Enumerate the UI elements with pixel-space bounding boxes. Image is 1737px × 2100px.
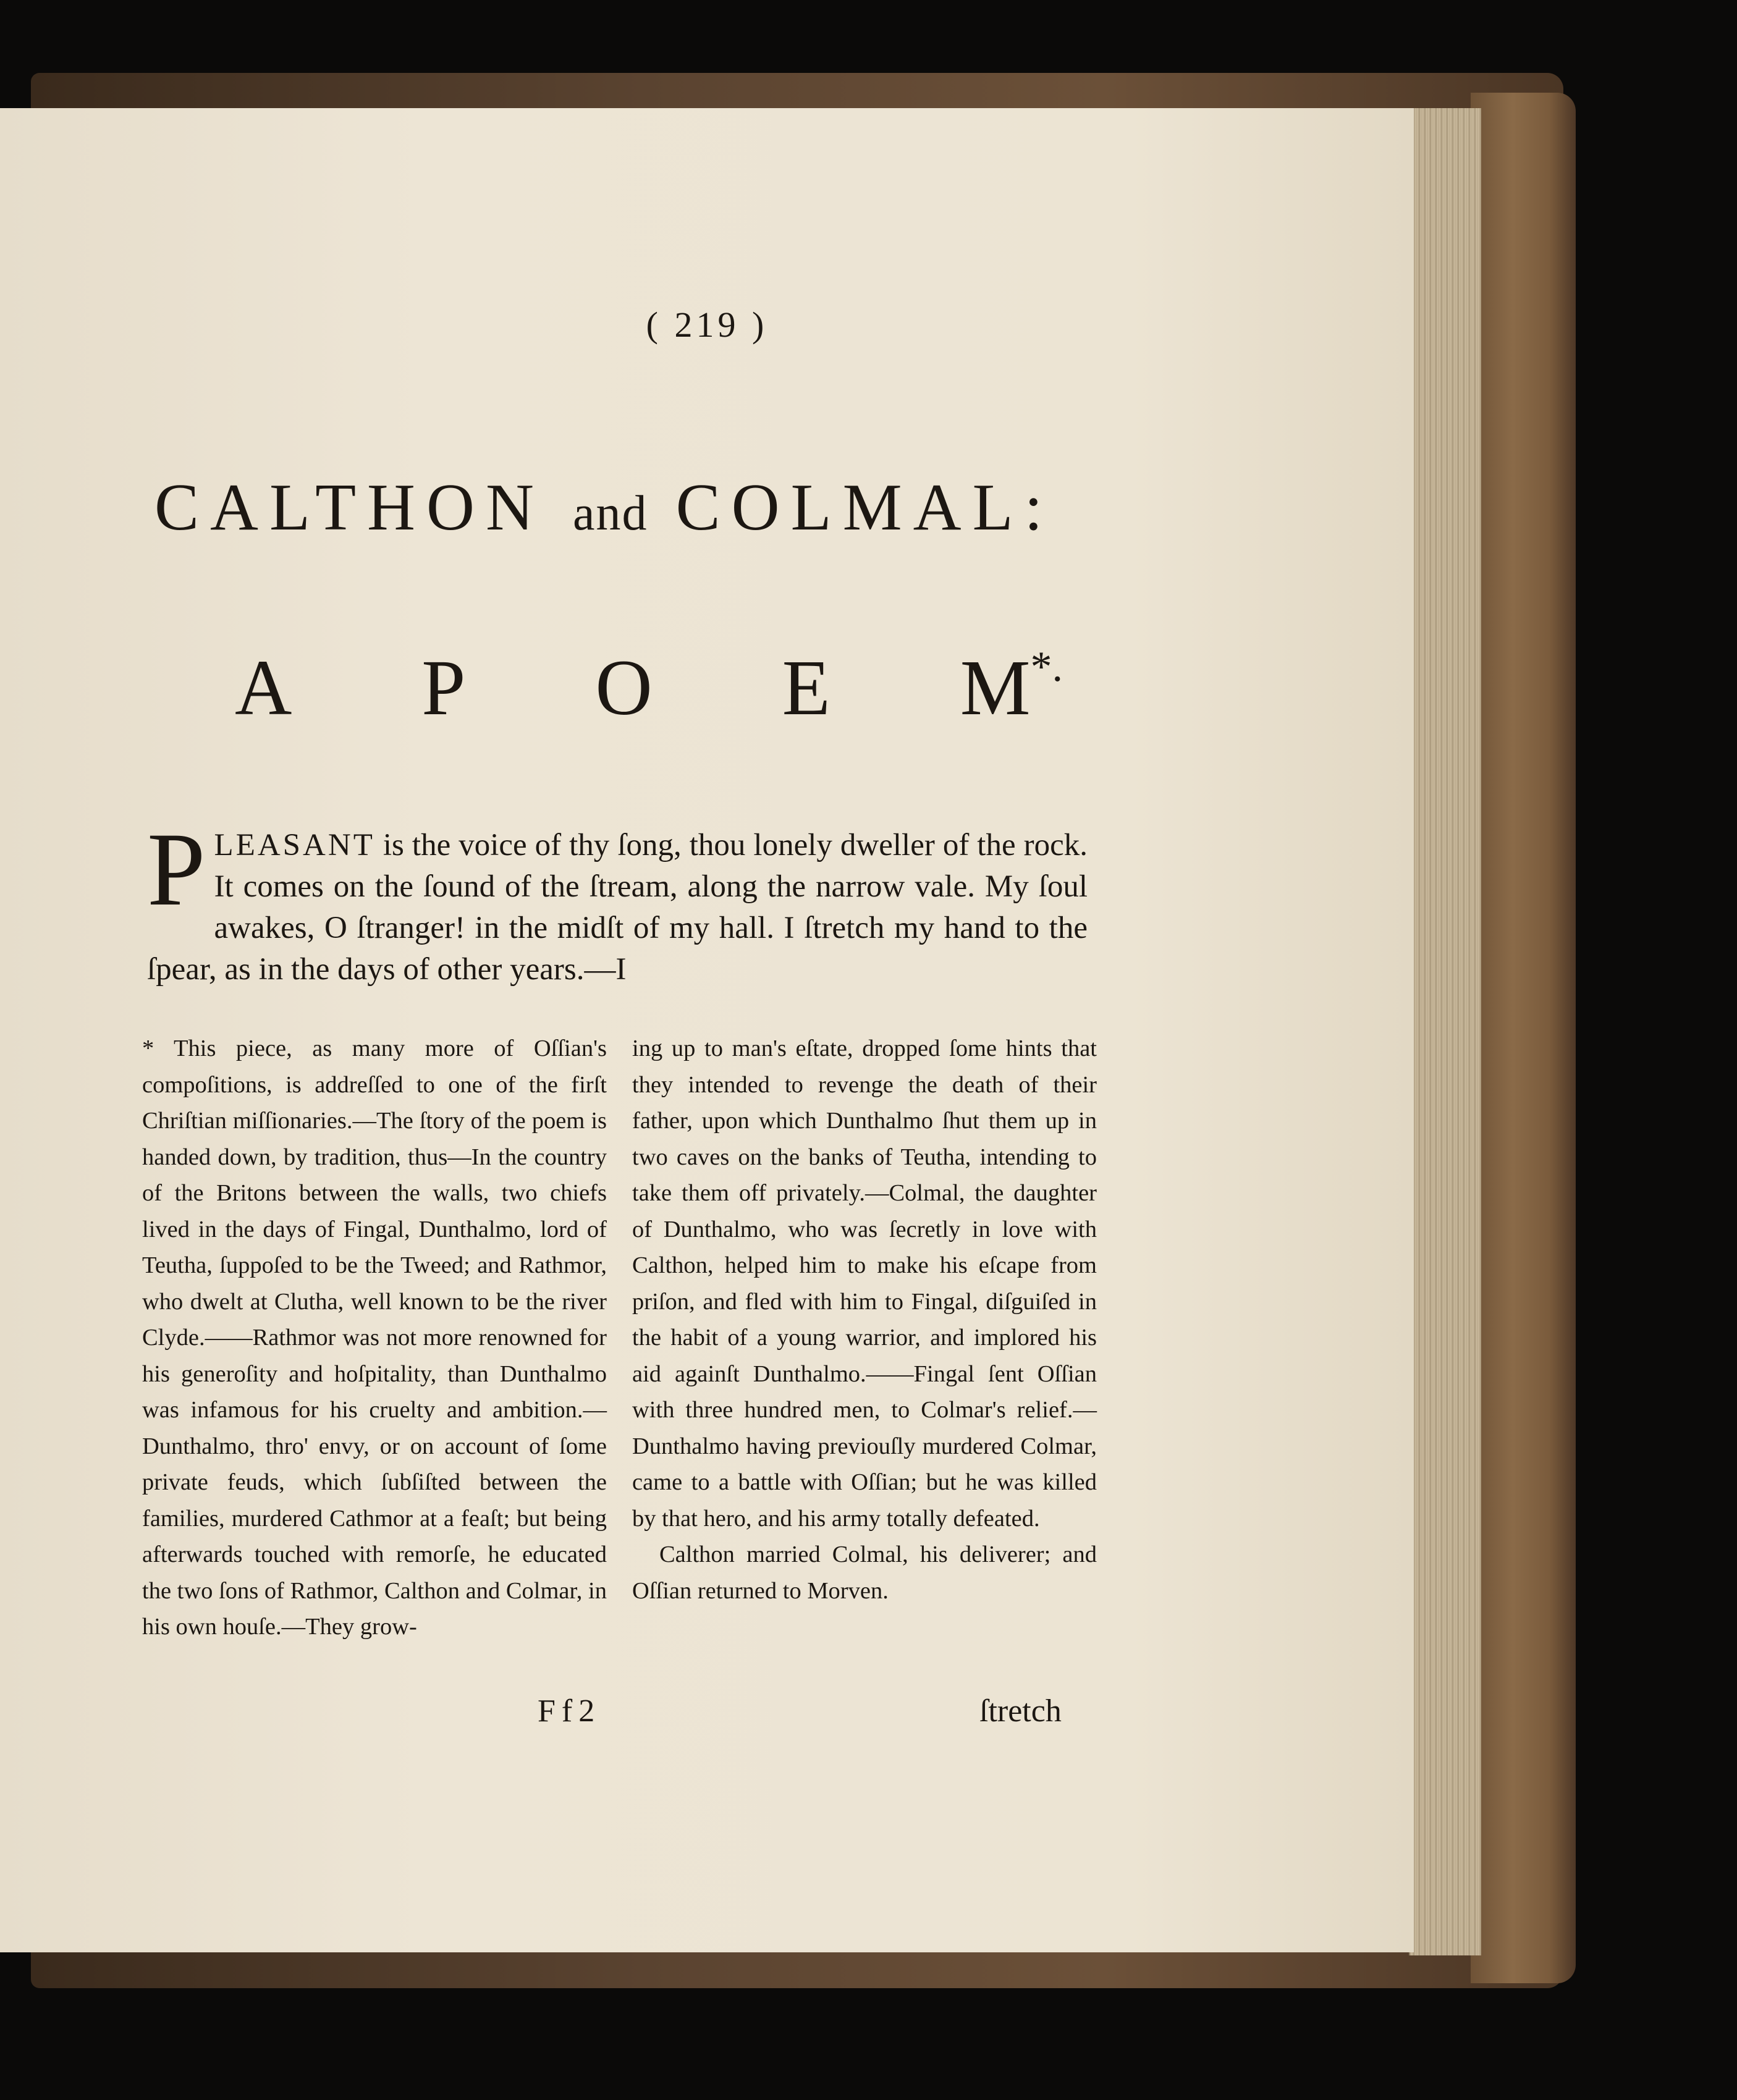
- footnote-paragraph: Calthon married Colmal, his deliverer; and Oſſian returned to Morven.: [632, 1541, 1097, 1604]
- lead-word: LEASANT: [214, 828, 375, 862]
- title-letter: O: [595, 644, 653, 732]
- footnote-paragraph: * This piece, as many more of Oſſian's compoſitions, is addreſſed to one of the firſt Chriſtian miſſionaries.—The ſtory of the poem is handed down, by tradition, thus—In the country of the Britons between the walls, two chiefs lived in the days of Fingal, Dunthalmo, lord of Teutha, ſuppoſed to be the Tweed; and Rathmor, who dwelt at Clutha, well known to be the river Clyde.——Rathmor was not more renowned for his generoſity and hoſpitality, than Dunthalmo was infamous for his cruelty and ambition.—Dunthalmo, thro' envy, or on account of ſome private feuds, which ſubſiſted between the families, murdered Cathmor at a feaſt; but being afterwards touched with remorſe, he educated the two ſons of Rathmor, Calthon and Colmar, in his own houſe.—They grow-: [142, 1035, 607, 1640]
- page-edges: [1409, 108, 1481, 1955]
- poem-text: is the voice of thy ſong, thou lonely dweller of the rock. It comes on the ſound of the ſtream, along the narrow vale. My ſoul awakes, O ſtranger! in the midſt of my hall. I ſtretch my hand to the ſpear, as in the days of other years.—I: [147, 828, 1088, 987]
- footnote-column-2: [632, 1031, 1097, 1645]
- title-line-2: [235, 643, 1063, 733]
- title-letter: A: [235, 644, 292, 732]
- signature-mark: Ff2: [538, 1693, 601, 1729]
- poem-body: [147, 811, 1088, 990]
- footnote-column-1: [142, 1031, 607, 1645]
- leather-binding: [1471, 93, 1576, 1983]
- title-line-1: [154, 470, 1100, 546]
- catchword: ſtretch: [979, 1693, 1062, 1729]
- title-and: and: [573, 486, 648, 541]
- drop-cap: P: [147, 811, 206, 927]
- footnote-mark: *.: [1030, 643, 1063, 691]
- title-colmal: COLMAL:: [675, 471, 1054, 544]
- footnote-paragraph: ing up to man's eſtate, dropped ſome hints that they intended to revenge the death of their father, upon which Dunthalmo ſhut them up in two caves on the banks of Teutha, intending to take them off privately.—Colmal, the daughter of Dunthalmo, who was ſecretly in love with Calthon, helped him to make his eſcape from priſon, and fled with him to Fingal, diſguiſed in the habit of a young warrior, and implored his aid againſt Dunthalmo.——Fingal ſent Oſſian with three hundred men, to Colmar's relief.—Dunthalmo having previouſly murdered Colmar, came to a battle with Oſſian; but he was killed by that hero, and his army totally defeated.: [632, 1035, 1097, 1532]
- title-calthon: CALTHON: [154, 471, 546, 544]
- title-letter: P: [421, 644, 466, 732]
- page-header: ( 219 ): [646, 305, 768, 345]
- title-letter-last: M*.: [960, 643, 1063, 732]
- title-letter: E: [782, 644, 830, 732]
- footnote: [142, 1031, 1097, 1645]
